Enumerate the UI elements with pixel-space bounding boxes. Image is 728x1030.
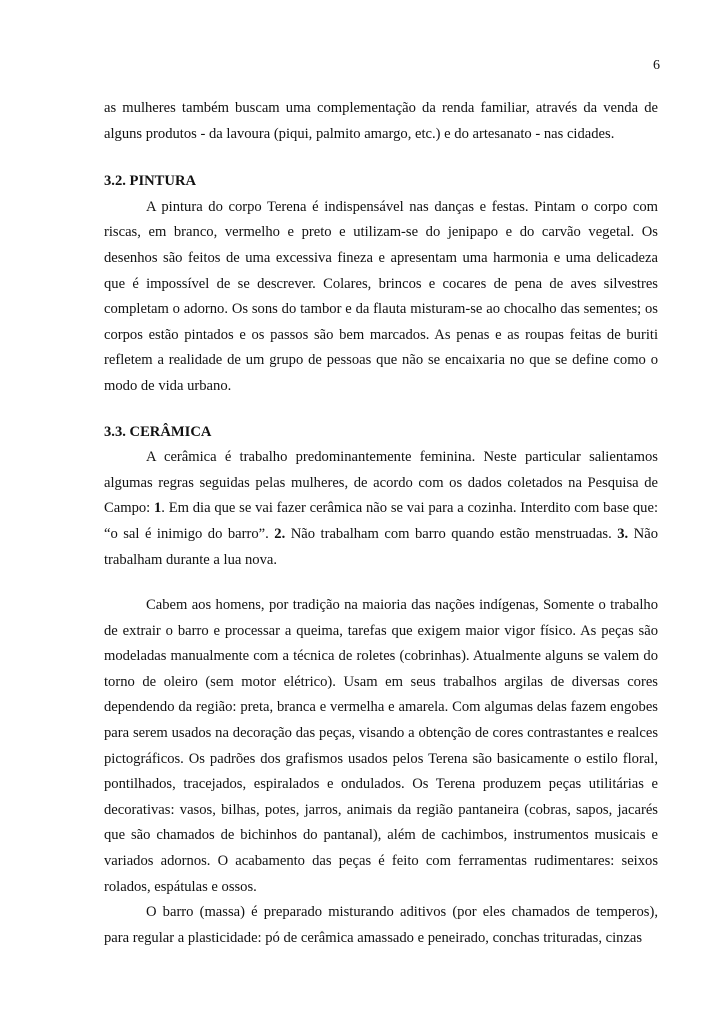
intro-paragraph: as mulheres também buscam uma complementação da renda familiar, através da venda de alguns produtos - da lavoura (piqui, palmito amargo, etc.) e do artesanato - nas cidades. — [104, 100, 658, 142]
rule-number-1: 1 — [153, 500, 162, 517]
ceramica-rules-paragraph — [104, 445, 658, 573]
spacer — [104, 400, 658, 420]
page-number: 6 — [653, 58, 660, 73]
section-heading-pintura: 3.2. PINTURA — [104, 173, 197, 190]
ceramica-clay-paragraph: O barro (massa) é preparado misturando aditivos (por eles chamados de temperos), para regular a plasticidade: pó de cerâmica amassado e peneirado, conchas trituradas, cinzas — [104, 904, 658, 946]
rule-number-2: 2. — [274, 525, 286, 542]
rules-text: . Em dia que se vai fazer cerâmica não se vai para a cozinha. Interdito com base que: “o sal é inimigo do barro”. — [104, 500, 658, 542]
rules-text: A cerâmica é trabalho predominantemente feminina. Neste particular salientamos algumas regras seguidas pelas mulheres, de acordo com os dados coletados na Pesquisa de Campo: — [104, 449, 658, 517]
spacer — [104, 147, 658, 169]
pintura-paragraph: A pintura do corpo Terena é indispensável nas danças e festas. Pintam o corpo com riscas, em branco, vermelho e preto e utilizam-se do jenipapo e do carvão vegetal. Os desenhos são feitos de uma excessiva fineza e apresentam uma harmonia e uma delicadeza que é impossível de se descrever. Colares, brincos e cocares de pena de aves silvestres completam o adorno. Os sons do tambor e da flauta misturam-se ao chocalho das sementes; os corpos estão pintados e os passos são bem marcados. As penas e as roupas feitas de buriti refletem a realidade de um grupo de pessoas que não se encaixaria no que se define como o modo de vida urbano. — [104, 198, 658, 394]
rules-text: Não trabalham com barro quando estão menstruadas. — [285, 525, 618, 542]
section-heading-ceramica: 3.3. CERÂMICA — [104, 423, 212, 440]
spacer — [104, 573, 658, 593]
page-body — [104, 96, 658, 951]
ceramica-men-paragraph: Cabem aos homens, por tradição na maioria das nações indígenas, Somente o trabalho de extrair o barro e processar a queima, tarefas que exigem maior vigor físico. As peças são modeladas manualmente com a técnica de roletes (cobrinhas). Atualmente alguns se valem do torno de oleiro (sem motor elétrico). Usam em seus trabalhos argilas de diversas cores dependendo da região: preta, branca e vermelha e amarela. Com algumas delas fazem engobes para serem usados na decoração das peças, visando a obtenção de cores contrastantes e realces pictográficos. Os padrões dos grafismos usados pelos Terena são basicamente o estilo floral, pontilhados, tracejados, espiralados e ondulados. Os Terena produzem peças utilitárias e decorativas: vasos, bilhas, potes, jarros, animais da região pantaneira (cobras, sapos, jacarés que são chamados de bichinhos do pantanal), além de cachimbos, instrumentos musicais e variados adornos. O acabamento das peças é feito com ferramentas rudimentares: seixos rolados, espátulas e ossos. — [104, 597, 658, 895]
rules-text: Não trabalham durante a lua nova. — [104, 525, 659, 568]
rule-number-3: 3. — [617, 525, 629, 542]
